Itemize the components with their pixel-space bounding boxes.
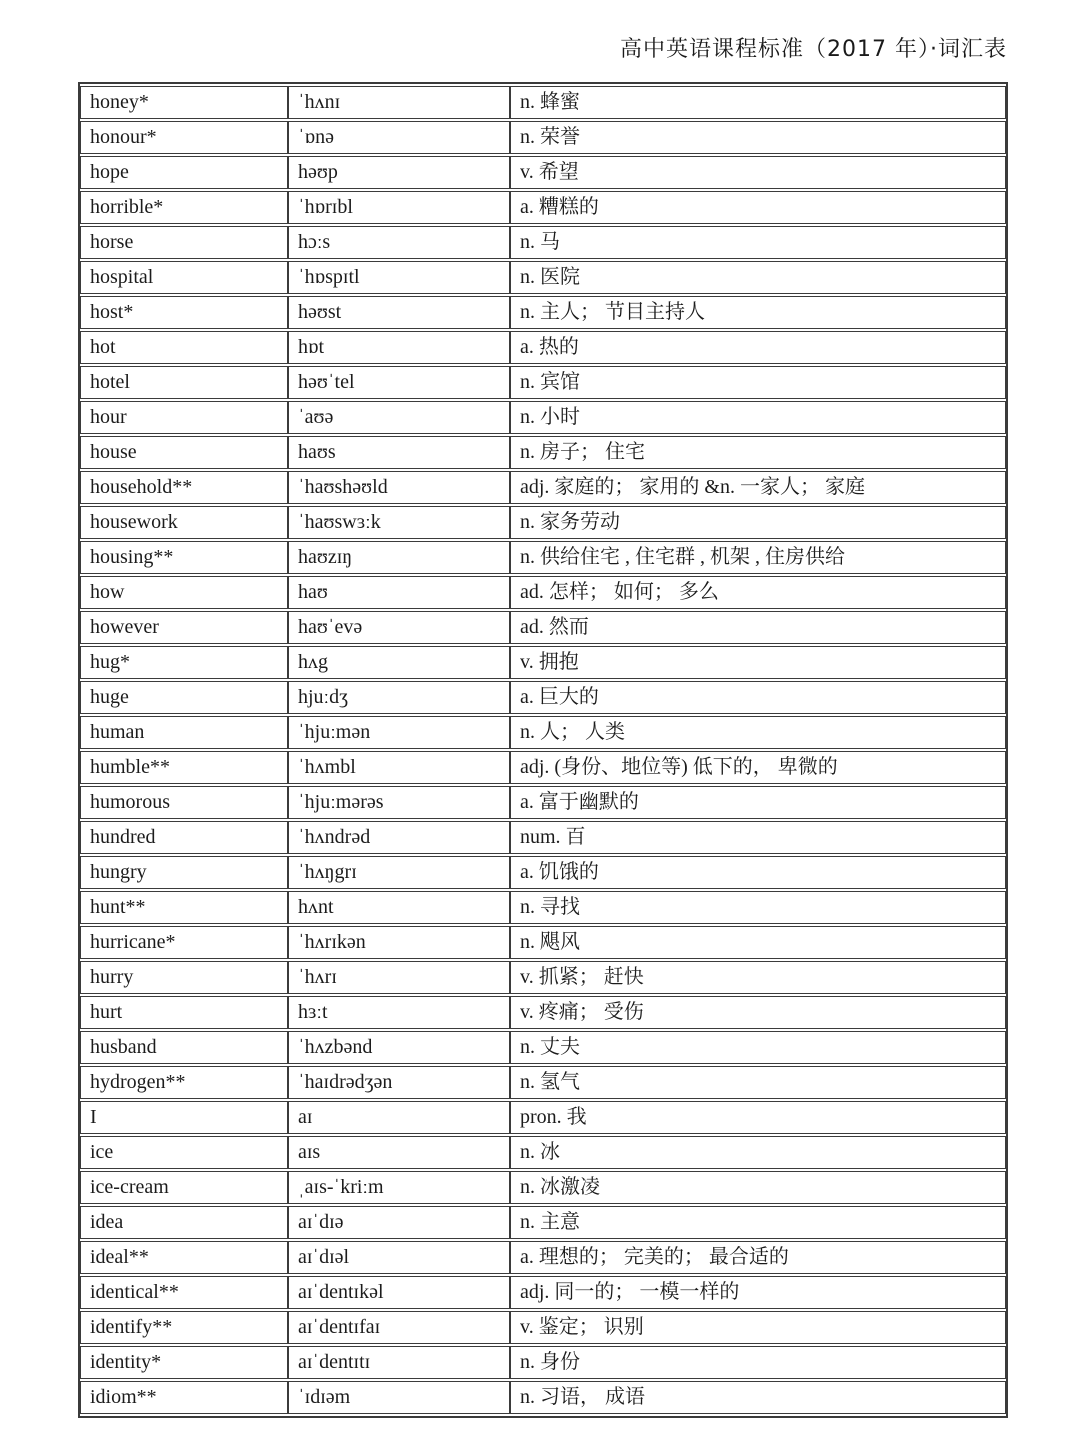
- phonetic-cell: ˈhʌzbənd: [288, 1031, 510, 1064]
- word-cell: hug*: [80, 646, 288, 679]
- vocab-row: [80, 1311, 1006, 1344]
- phonetic-cell: ˈhɒrɪbl: [288, 191, 510, 224]
- meaning-cell: adj. (身份、地位等) 低下的， 卑微的: [510, 751, 1006, 784]
- vocab-row: [80, 891, 1006, 924]
- meaning-cell: n. 主意: [510, 1206, 1006, 1239]
- phonetic-cell: aɪˈdentɪtɪ: [288, 1346, 510, 1379]
- word-cell: humble**: [80, 751, 288, 784]
- word-cell: horse: [80, 226, 288, 259]
- word-cell: idiom**: [80, 1381, 288, 1414]
- word-cell: housework: [80, 506, 288, 539]
- phonetic-cell: hʌnt: [288, 891, 510, 924]
- meaning-cell: adj. 同一的； 一模一样的: [510, 1276, 1006, 1309]
- word-cell: humorous: [80, 786, 288, 819]
- meaning-cell: a. 巨大的: [510, 681, 1006, 714]
- vocab-row: [80, 716, 1006, 749]
- word-cell: hospital: [80, 261, 288, 294]
- vocab-row: [80, 961, 1006, 994]
- meaning-cell: n. 房子； 住宅: [510, 436, 1006, 469]
- vocab-row: [80, 541, 1006, 574]
- vocab-row: [80, 1031, 1006, 1064]
- vocab-row: [80, 646, 1006, 679]
- phonetic-cell: ˈhaɪdrədʒən: [288, 1066, 510, 1099]
- meaning-cell: pron. 我: [510, 1101, 1006, 1134]
- meaning-cell: n. 寻找: [510, 891, 1006, 924]
- word-cell: hot: [80, 331, 288, 364]
- phonetic-cell: ˈɒnə: [288, 121, 510, 154]
- vocab-row: [80, 331, 1006, 364]
- vocab-row: [80, 681, 1006, 714]
- phonetic-cell: ˈhʌndrəd: [288, 821, 510, 854]
- vocab-row: [80, 1276, 1006, 1309]
- phonetic-cell: hɒt: [288, 331, 510, 364]
- meaning-cell: v. 疼痛； 受伤: [510, 996, 1006, 1029]
- phonetic-cell: ˈhaʊswɜːk: [288, 506, 510, 539]
- phonetic-cell: aɪˈdɪəl: [288, 1241, 510, 1274]
- phonetic-cell: həʊp: [288, 156, 510, 189]
- meaning-cell: a. 饥饿的: [510, 856, 1006, 889]
- meaning-cell: n. 氢气: [510, 1066, 1006, 1099]
- meaning-cell: n. 医院: [510, 261, 1006, 294]
- word-cell: human: [80, 716, 288, 749]
- vocab-row: [80, 86, 1006, 119]
- word-cell: ice: [80, 1136, 288, 1169]
- vocab-row: [80, 751, 1006, 784]
- phonetic-cell: ˈhʌmbl: [288, 751, 510, 784]
- vocab-row: [80, 611, 1006, 644]
- meaning-cell: v. 抓紧； 赶快: [510, 961, 1006, 994]
- vocab-row: [80, 1136, 1006, 1169]
- meaning-cell: n. 习语， 成语: [510, 1381, 1006, 1414]
- word-cell: hotel: [80, 366, 288, 399]
- meaning-cell: n. 冰: [510, 1136, 1006, 1169]
- vocab-row: [80, 471, 1006, 504]
- meaning-cell: n. 冰激凌: [510, 1171, 1006, 1204]
- meaning-cell: n. 身份: [510, 1346, 1006, 1379]
- vocab-row: [80, 191, 1006, 224]
- vocab-row: [80, 121, 1006, 154]
- vocab-row: [80, 401, 1006, 434]
- vocab-row: [80, 1101, 1006, 1134]
- phonetic-cell: ˈhʌrɪ: [288, 961, 510, 994]
- vocab-row: [80, 1171, 1006, 1204]
- vocab-row: [80, 436, 1006, 469]
- phonetic-cell: hɔːs: [288, 226, 510, 259]
- vocab-row: [80, 576, 1006, 609]
- word-cell: I: [80, 1101, 288, 1134]
- meaning-cell: n. 飓风: [510, 926, 1006, 959]
- vocab-row: [80, 996, 1006, 1029]
- meaning-cell: a. 热的: [510, 331, 1006, 364]
- word-cell: hour: [80, 401, 288, 434]
- word-cell: honey*: [80, 86, 288, 119]
- phonetic-cell: ˈaʊə: [288, 401, 510, 434]
- word-cell: hurricane*: [80, 926, 288, 959]
- meaning-cell: n. 主人； 节目主持人: [510, 296, 1006, 329]
- phonetic-cell: ˈɪdɪəm: [288, 1381, 510, 1414]
- meaning-cell: n. 蜂蜜: [510, 86, 1006, 119]
- meaning-cell: n. 人； 人类: [510, 716, 1006, 749]
- page-title: 高中英语课程标准（2017 年）·词汇表: [620, 37, 1007, 62]
- word-cell: house: [80, 436, 288, 469]
- phonetic-cell: aɪˈdɪə: [288, 1206, 510, 1239]
- phonetic-cell: ˈhaʊshəʊld: [288, 471, 510, 504]
- vocab-row: [80, 926, 1006, 959]
- vocab-row: [80, 261, 1006, 294]
- meaning-cell: v. 拥抱: [510, 646, 1006, 679]
- word-cell: idea: [80, 1206, 288, 1239]
- word-cell: hope: [80, 156, 288, 189]
- vocab-row: [80, 786, 1006, 819]
- word-cell: identify**: [80, 1311, 288, 1344]
- phonetic-cell: həʊˈtel: [288, 366, 510, 399]
- word-cell: hungry: [80, 856, 288, 889]
- vocab-row: [80, 1241, 1006, 1274]
- vocab-row: [80, 1346, 1006, 1379]
- vocabulary-table: [78, 82, 1008, 1418]
- word-cell: host*: [80, 296, 288, 329]
- word-cell: identical**: [80, 1276, 288, 1309]
- phonetic-cell: haʊˈevə: [288, 611, 510, 644]
- word-cell: ideal**: [80, 1241, 288, 1274]
- phonetic-cell: hɜːt: [288, 996, 510, 1029]
- word-cell: hurry: [80, 961, 288, 994]
- meaning-cell: a. 理想的； 完美的； 最合适的: [510, 1241, 1006, 1274]
- phonetic-cell: haʊs: [288, 436, 510, 469]
- meaning-cell: n. 家务劳动: [510, 506, 1006, 539]
- meaning-cell: v. 希望: [510, 156, 1006, 189]
- phonetic-cell: aɪˈdentɪkəl: [288, 1276, 510, 1309]
- vocab-row: [80, 366, 1006, 399]
- phonetic-cell: hjuːdʒ: [288, 681, 510, 714]
- meaning-cell: a. 糟糕的: [510, 191, 1006, 224]
- word-cell: husband: [80, 1031, 288, 1064]
- phonetic-cell: ˈhʌnɪ: [288, 86, 510, 119]
- vocab-row: [80, 296, 1006, 329]
- word-cell: identity*: [80, 1346, 288, 1379]
- meaning-cell: n. 供给住宅 , 住宅群 , 机架 , 住房供给: [510, 541, 1006, 574]
- phonetic-cell: ˈhʌrɪkən: [288, 926, 510, 959]
- phonetic-cell: ˌaɪs-ˈkriːm: [288, 1171, 510, 1204]
- phonetic-cell: ˈhɒspɪtl: [288, 261, 510, 294]
- word-cell: hunt**: [80, 891, 288, 924]
- meaning-cell: num. 百: [510, 821, 1006, 854]
- vocab-row: [80, 856, 1006, 889]
- vocab-row: [80, 506, 1006, 539]
- meaning-cell: adj. 家庭的； 家用的 &n. 一家人； 家庭: [510, 471, 1006, 504]
- word-cell: household**: [80, 471, 288, 504]
- phonetic-cell: aɪs: [288, 1136, 510, 1169]
- word-cell: hydrogen**: [80, 1066, 288, 1099]
- phonetic-cell: aɪˈdentɪfaɪ: [288, 1311, 510, 1344]
- phonetic-cell: aɪ: [288, 1101, 510, 1134]
- phonetic-cell: hʌg: [288, 646, 510, 679]
- meaning-cell: n. 宾馆: [510, 366, 1006, 399]
- vocab-row: [80, 1206, 1006, 1239]
- word-cell: horrible*: [80, 191, 288, 224]
- meaning-cell: v. 鉴定； 识别: [510, 1311, 1006, 1344]
- vocab-row: [80, 1066, 1006, 1099]
- phonetic-cell: ˈhʌŋgrɪ: [288, 856, 510, 889]
- phonetic-cell: haʊ: [288, 576, 510, 609]
- word-cell: hundred: [80, 821, 288, 854]
- meaning-cell: n. 小时: [510, 401, 1006, 434]
- meaning-cell: ad. 然而: [510, 611, 1006, 644]
- word-cell: ice-cream: [80, 1171, 288, 1204]
- phonetic-cell: həʊst: [288, 296, 510, 329]
- vocab-row: [80, 821, 1006, 854]
- word-cell: hurt: [80, 996, 288, 1029]
- word-cell: however: [80, 611, 288, 644]
- vocab-row: [80, 156, 1006, 189]
- phonetic-cell: haʊzɪŋ: [288, 541, 510, 574]
- word-cell: huge: [80, 681, 288, 714]
- vocabulary-table-body: [80, 86, 1006, 1414]
- meaning-cell: n. 丈夫: [510, 1031, 1006, 1064]
- meaning-cell: ad. 怎样； 如何； 多么: [510, 576, 1006, 609]
- meaning-cell: n. 马: [510, 226, 1006, 259]
- phonetic-cell: ˈhjuːmərəs: [288, 786, 510, 819]
- meaning-cell: n. 荣誉: [510, 121, 1006, 154]
- vocab-row: [80, 1381, 1006, 1414]
- word-cell: honour*: [80, 121, 288, 154]
- word-cell: how: [80, 576, 288, 609]
- phonetic-cell: ˈhjuːmən: [288, 716, 510, 749]
- meaning-cell: a. 富于幽默的: [510, 786, 1006, 819]
- word-cell: housing**: [80, 541, 288, 574]
- vocab-row: [80, 226, 1006, 259]
